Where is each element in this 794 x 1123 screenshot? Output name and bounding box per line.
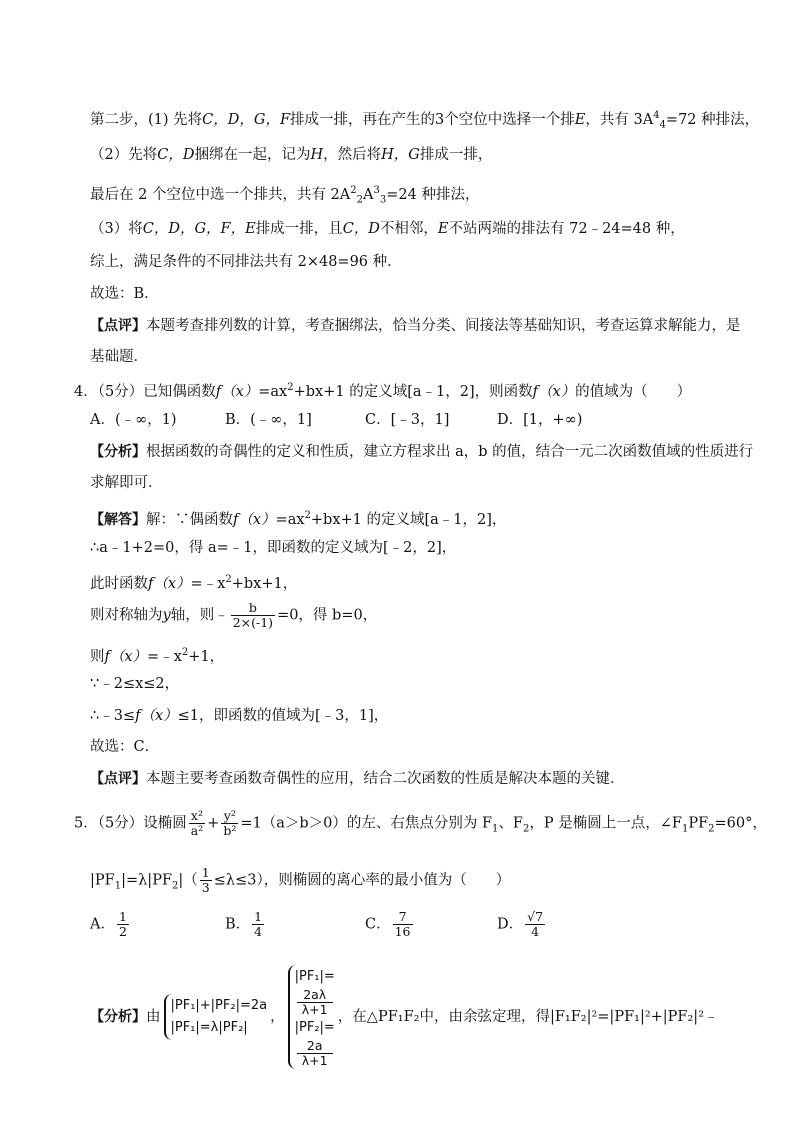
fraction-x: $\frac{\text{x²}}{\text{a²}}$ bbox=[190, 808, 204, 838]
q5-analysis: 【分析】由 |PF₁|+|PF₂|=2a |PF₁|=λ|PF₂| ， |PF₁|= 2aλ λ+1 |PF₂|= 2a λ+1 ，在△PF₁F₂中，由余弦定理，得|F₁F₂|²=|PF₁|²+|PF₂|²﹣ bbox=[90, 965, 719, 1069]
q4-solution-2: ∴a﹣1+2=0，得 a=﹣1，即函数的定义域为[﹣2，2]， bbox=[90, 540, 457, 556]
q4-solution-3: 此时函数$f(x)=﹣x^2+bx+1$， bbox=[90, 574, 298, 592]
q4-solution-4: 则对称轴为y轴，则﹣ $\frac{b}{2\times(-1)}$ =0，得 b=0， bbox=[90, 600, 378, 630]
q4-option-b[interactable]: B．(﹣∞，1] bbox=[225, 412, 312, 428]
q4-review: 【点评】本题主要考查函数奇偶性的应用，结合二次函数的性质是解决本题的关键． bbox=[90, 771, 625, 787]
step2-line2: （2）先将C，D捆绑在一起，记为H，然后将H，G排成一排， bbox=[90, 147, 493, 163]
review-line2: 基础题． bbox=[90, 349, 148, 365]
q4-option-d[interactable]: D．[1，+∞) bbox=[497, 412, 583, 428]
summary-line: 综上，满足条件的不同排法共有 2×48=96 种． bbox=[90, 254, 402, 270]
sys2-row1: |PF₁|= 2aλ λ+1 bbox=[294, 969, 335, 1017]
q5-options bbox=[90, 910, 547, 939]
q4-option-a[interactable]: A．(﹣∞，1) bbox=[90, 412, 177, 428]
fraction: $\frac{b}{2\times(-1)}$ bbox=[232, 600, 274, 630]
fraction: 2aλ λ+1 bbox=[297, 988, 333, 1017]
fraction: $\frac{1}{2}$ bbox=[118, 909, 127, 939]
sys2-row2: |PF₂|= 2a λ+1 bbox=[294, 1020, 335, 1068]
equation-system-1: |PF₁|+|PF₂|=2a |PF₁|=λ|PF₂| bbox=[164, 994, 268, 1040]
q5-option-a[interactable]: A． $\frac{1}{2}$ bbox=[90, 909, 127, 939]
fraction: $\frac{7}{16}$ bbox=[394, 909, 411, 939]
q5-option-d[interactable]: D． $\frac{√7}{4}$ bbox=[497, 909, 544, 939]
q4-analysis2: 求解即可． bbox=[90, 475, 163, 491]
q4-options bbox=[90, 410, 582, 430]
q5-stem-line2: $|PF_1|=\lambda|PF_2|$（ $\frac{1}{3}$ ≤λ≤3），则椭圆的离心率的最小值为（ ） bbox=[90, 865, 511, 895]
fraction: $\frac{1}{4}$ bbox=[254, 909, 263, 939]
q5-option-c[interactable]: C． $\frac{7}{16}$ bbox=[365, 909, 411, 939]
q4-solution-5: 则$f(x)=﹣x^2+1$， bbox=[90, 647, 225, 665]
q4-analysis: 【分析】根据函数的奇偶性的定义和性质，建立方程求出 a，b 的值，结合一元二次函数值域的性质进行 bbox=[90, 444, 754, 460]
q5-stem: 5．（5分）设椭圆 $\frac{\text{x²}}{\text{a²}}$ + $\frac{\text{y²}}{\text{b²}}$ =1（a＞b＞0）的左、右焦点分别为 $F_1$、$F_2$，P 是椭圆上一点，$\angle F_1PF_2=60^\circ$， bbox=[74, 808, 767, 838]
q5-option-b[interactable]: B． $\frac{1}{4}$ bbox=[225, 909, 263, 939]
q4-solution-7: ∴﹣3≤f（x）≤1，即函数的值域为[﹣3，1]， bbox=[90, 708, 389, 724]
fraction: 2a λ+1 bbox=[297, 1039, 333, 1068]
step2-line1: 第二步，(1) 先将C，D，G，F排成一排，再在产生的3个空位中选择一个排E，共有 $3A^4_4=72$ 种排法， bbox=[90, 110, 760, 131]
q4-option-c[interactable]: C．[﹣3，1] bbox=[365, 412, 450, 428]
q4-stem: 4．（5分）已知偶函数$f(x)=ax^2+bx+1$ 的定义域[a﹣1，2]，则函数f（x）的值域为（ ） bbox=[74, 382, 692, 400]
q4-solution-6: ∵﹣2≤x≤2， bbox=[90, 676, 180, 692]
fraction: $\frac{√7}{4}$ bbox=[527, 909, 544, 939]
fraction-y: $\frac{\text{y²}}{\text{b²}}$ bbox=[223, 808, 237, 838]
q4-solution-1: 【解答】解：∵偶函数$f(x)=ax^2+bx+1$ 的定义域[a﹣1，2]， bbox=[90, 510, 507, 528]
step2-line3: 最后在 2 个空位中选一个排共，共有 $2A^2_2A^3_3=24$ 种排法， bbox=[90, 185, 480, 206]
review-line: 【点评】本题考查排列数的计算，考查捆绑法，恰当分类、间接法等基础知识，考查运算求解能力，是 bbox=[90, 318, 741, 334]
q4-answer: 故选：C． bbox=[90, 739, 160, 755]
fraction-third: $\frac{1}{3}$ bbox=[201, 865, 210, 895]
answer-line: 故选：B． bbox=[90, 286, 159, 302]
step2-line4: （3）将C，D，G，F，E排成一排，且C，D不相邻，E不站两端的排法有 72﹣24=48 种， bbox=[90, 221, 685, 237]
equation-system-2 bbox=[288, 965, 335, 1069]
